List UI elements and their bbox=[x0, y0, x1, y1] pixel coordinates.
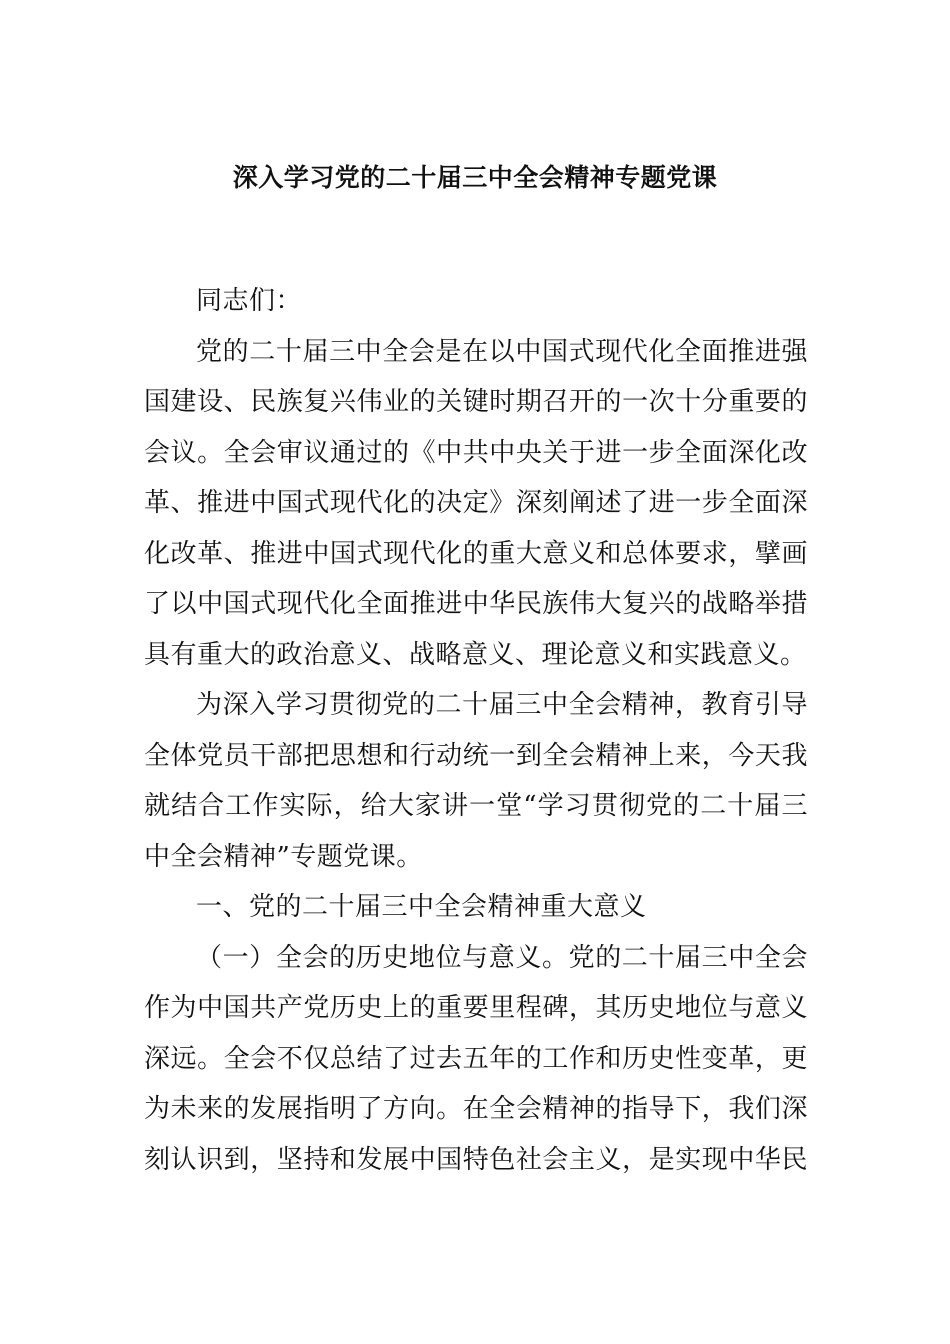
document-body bbox=[144, 276, 808, 1185]
document-title: 深入学习党的二十届三中全会精神专题党课 bbox=[232, 163, 718, 192]
purpose-paragraph: 为深入学习贯彻党的二十届三中全会精神，教育引导全体党员干部把思想和行动统一到全会精神上来，今天我就结合工作实际，给大家讲一堂“学习贯彻党的二十届三中全会精神”专题党课。 bbox=[144, 690, 808, 872]
subsection-paragraph: （一）全会的历史地位与意义。党的二十届三中全会作为中国共产党历史上的重要里程碑，其历史地位与意义深远。全会不仅总结了过去五年的工作和历史性变革，更为未来的发展指明了方向。在全会精神的指导下，我们深刻认识到，坚持和发展中国特色社会主义，是实现中华民 bbox=[144, 942, 808, 1175]
intro-paragraph: 党的二十届三中全会是在以中国式现代化全面推进强国建设、民族复兴伟业的关键时期召开的一次十分重要的会议。全会审议通过的《中共中央关于进一步全面深化改革、推进中国式现代化的决定》深刻阐述了进一步全面深化改革、推进中国式现代化的重大意义和总体要求，擘画了以中国式现代化全面推进中华民族伟大复兴的战略举措具有重大的政治意义、战略意义、理论意义和实践意义。 bbox=[144, 336, 808, 670]
section-heading: 一、党的二十届三中全会精神重大意义 bbox=[196, 892, 647, 922]
salutation-paragraph: 同志们： bbox=[196, 286, 303, 316]
